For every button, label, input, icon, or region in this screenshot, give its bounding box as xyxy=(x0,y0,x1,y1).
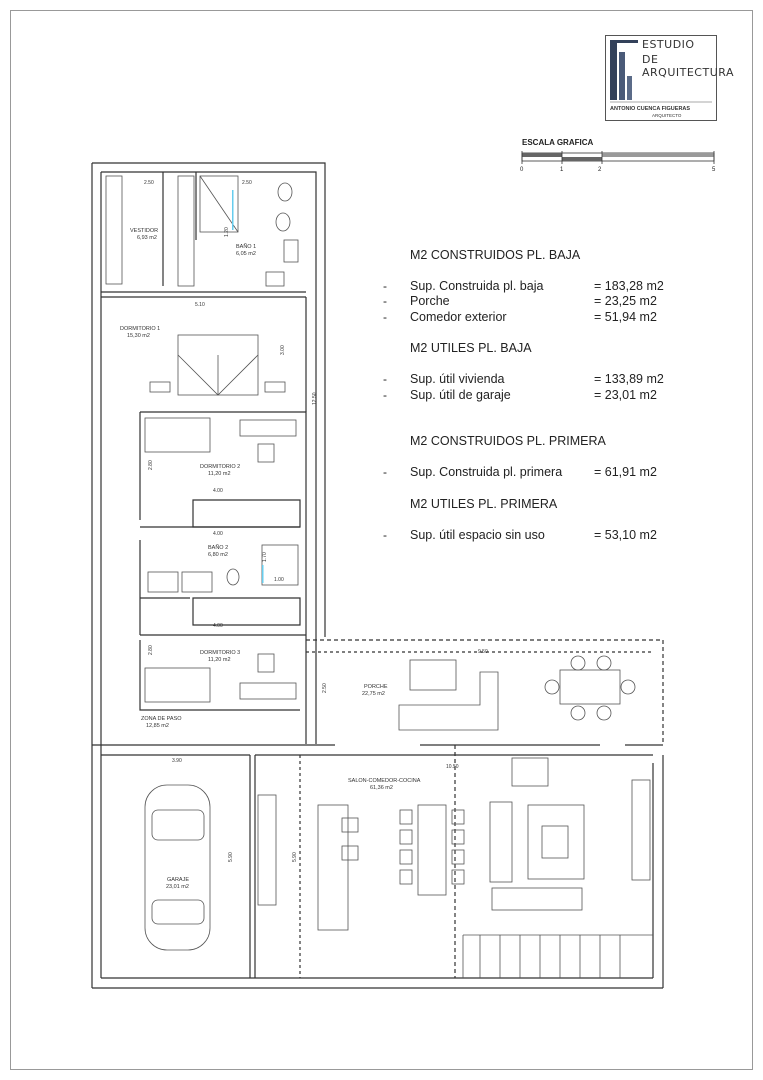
armchair-icon xyxy=(512,758,548,786)
nightstand-icon xyxy=(150,382,170,392)
chair-icon xyxy=(452,870,464,884)
scale-tick-5: 5 xyxy=(712,167,716,173)
room-name-vestidor: VESTIDOR xyxy=(130,228,159,234)
dimension-label: 5.90 xyxy=(228,852,234,862)
chair-icon xyxy=(571,656,585,670)
room-area-vestidor: 6,93 m2 xyxy=(137,235,157,241)
useful-first-heading: M2 UTILES PL. PRIMERA xyxy=(410,497,558,511)
car-icon xyxy=(152,810,204,840)
toilet-icon xyxy=(278,183,292,201)
dash: - xyxy=(383,310,387,324)
chair-icon xyxy=(400,850,412,864)
stairs-icon xyxy=(463,935,653,978)
dining-table xyxy=(418,805,446,895)
rug-icon xyxy=(528,805,584,879)
room-area-dorm1: 15,30 m2 xyxy=(127,333,150,339)
chair-icon xyxy=(452,830,464,844)
dimension-label: 3.90 xyxy=(172,758,182,764)
coffee-table xyxy=(542,826,568,858)
dimension-label: 12.50 xyxy=(312,392,318,405)
chair-icon xyxy=(258,444,274,462)
room-name-dorm2: DORMITORIO 2 xyxy=(200,464,241,470)
washbasin-icon xyxy=(182,572,212,592)
glass-partition xyxy=(232,190,234,230)
dimension-label: 9.50 xyxy=(478,649,488,655)
stool-icon xyxy=(342,818,358,832)
chair-icon xyxy=(400,810,412,824)
surface-label: Sup. útil de garaje xyxy=(410,388,511,402)
room-name-zona: ZONA DE PASO xyxy=(141,716,182,722)
outdoor-sofa xyxy=(399,672,498,730)
chair-icon xyxy=(597,706,611,720)
bed-icon xyxy=(145,668,210,702)
nightstand-icon xyxy=(265,382,285,392)
surface-value: = 23,01 m2 xyxy=(594,388,657,402)
chair-icon xyxy=(571,706,585,720)
room-name-dorm3: DORMITORIO 3 xyxy=(200,650,241,656)
vestidor-shelves xyxy=(106,176,122,284)
dimension-label: 10.50 xyxy=(446,764,459,770)
stool-icon xyxy=(342,846,358,860)
logo-line2: DE xyxy=(642,53,659,66)
dash: - xyxy=(383,279,387,293)
closet xyxy=(193,500,300,527)
dash: - xyxy=(383,294,387,308)
dimension-label: 4.00 xyxy=(213,488,223,494)
surface-label: Sup. Construida pl. baja xyxy=(410,279,544,293)
logo-line3: ARQUITECTURA xyxy=(642,66,734,79)
chair-icon xyxy=(452,850,464,864)
room-area-dorm3: 11,20 m2 xyxy=(208,657,231,663)
surface-value: = 53,10 m2 xyxy=(594,528,657,542)
scale-tick-2: 2 xyxy=(598,167,602,173)
room-name-bano1: BAÑO 1 xyxy=(236,244,257,250)
car-icon xyxy=(152,900,204,924)
chair-icon xyxy=(258,654,274,672)
washbasin-icon xyxy=(148,572,178,592)
dimension-label: 1.00 xyxy=(274,577,284,583)
dimension-label: 2.80 xyxy=(148,460,154,470)
built-ground-heading: M2 CONSTRUIDOS PL. BAJA xyxy=(410,248,581,262)
dimension-label: 5.10 xyxy=(195,302,205,308)
useful-ground-heading: M2 UTILES PL. BAJA xyxy=(410,341,532,355)
toilet-icon xyxy=(227,569,239,585)
scale-tick-1: 1 xyxy=(560,167,564,173)
logo-line1: ESTUDIO xyxy=(642,38,695,51)
chair-icon xyxy=(452,810,464,824)
bed-icon xyxy=(145,418,210,452)
sink-icon xyxy=(284,240,298,262)
closet xyxy=(193,598,300,625)
room-area-bano1: 6,05 m2 xyxy=(236,251,256,257)
dash: - xyxy=(383,388,387,402)
surface-label: Comedor exterior xyxy=(410,310,507,324)
dimension-label: 3.00 xyxy=(280,345,286,355)
architect-role: ARQUITECTO xyxy=(652,113,682,118)
dimension-label: 4.00 xyxy=(213,531,223,537)
room-name-dorm1: DORMITORIO 1 xyxy=(120,326,161,332)
surface-label: Porche xyxy=(410,294,450,308)
dimension-label: 2.80 xyxy=(148,645,154,655)
room-area-salon: 61,36 m2 xyxy=(370,785,393,791)
surface-label: Sup. útil vivienda xyxy=(410,372,505,386)
desk-icon xyxy=(240,683,296,699)
bed-icon xyxy=(178,355,258,395)
dash: - xyxy=(383,465,387,479)
surface-value: = 51,94 m2 xyxy=(594,310,657,324)
dimension-label: 1.70 xyxy=(262,552,268,562)
kitchen-counter xyxy=(258,795,276,905)
room-area-bano2: 6,80 m2 xyxy=(208,552,228,558)
dimension-label: 2.50 xyxy=(242,180,252,186)
built-first-heading: M2 CONSTRUIDOS PL. PRIMERA xyxy=(410,434,606,448)
dash: - xyxy=(383,528,387,542)
dimension-label: 2.50 xyxy=(322,683,328,693)
dimension-label: 2.50 xyxy=(144,180,154,186)
glass-partition xyxy=(262,565,264,583)
sofa-icon xyxy=(490,802,512,882)
bidet-icon xyxy=(276,213,290,231)
room-name-porche: PORCHE xyxy=(364,684,388,690)
tv-unit xyxy=(632,780,650,880)
surface-value: = 61,91 m2 xyxy=(594,465,657,479)
scale-title: ESCALA GRAFICA xyxy=(522,138,594,147)
kitchen-island xyxy=(318,805,348,930)
room-area-dorm2: 11,20 m2 xyxy=(208,471,231,477)
surface-value: = 23,25 m2 xyxy=(594,294,657,308)
room-area-garaje: 23,01 m2 xyxy=(166,884,189,890)
washbasin-icon xyxy=(266,272,284,286)
surface-label: Sup. Construida pl. primera xyxy=(410,465,563,479)
surface-value: = 133,89 m2 xyxy=(594,372,664,386)
chair-icon xyxy=(597,656,611,670)
porch-outline xyxy=(306,640,663,745)
room-area-zona: 12,85 m2 xyxy=(146,723,169,729)
sofa-icon xyxy=(492,888,582,910)
dimension-label: 5.90 xyxy=(292,852,298,862)
dash: - xyxy=(383,372,387,386)
outdoor-dining-table xyxy=(560,670,620,704)
dimension-label: 1.20 xyxy=(224,227,230,237)
surface-value: = 183,28 m2 xyxy=(594,279,664,293)
outer-wall xyxy=(92,163,325,637)
vestidor-shelves xyxy=(178,176,194,286)
architect-name: ANTONIO CUENCA FIGUERAS xyxy=(610,106,691,112)
dimension-label: 4.00 xyxy=(213,623,223,629)
surface-label: Sup. útil espacio sin uso xyxy=(410,528,545,542)
scale-tick-0: 0 xyxy=(520,167,524,173)
room-area-porche: 22,75 m2 xyxy=(362,691,385,697)
outdoor-table xyxy=(410,660,456,690)
chair-icon xyxy=(400,870,412,884)
chair-icon xyxy=(621,680,635,694)
desk-icon xyxy=(240,420,296,436)
room-name-bano2: BAÑO 2 xyxy=(208,545,229,551)
stairs-icon xyxy=(480,935,620,978)
room-name-garaje: GARAJE xyxy=(167,877,190,883)
chair-icon xyxy=(400,830,412,844)
room-name-salon: SALON-COMEDOR-COCINA xyxy=(348,778,421,784)
chair-icon xyxy=(545,680,559,694)
